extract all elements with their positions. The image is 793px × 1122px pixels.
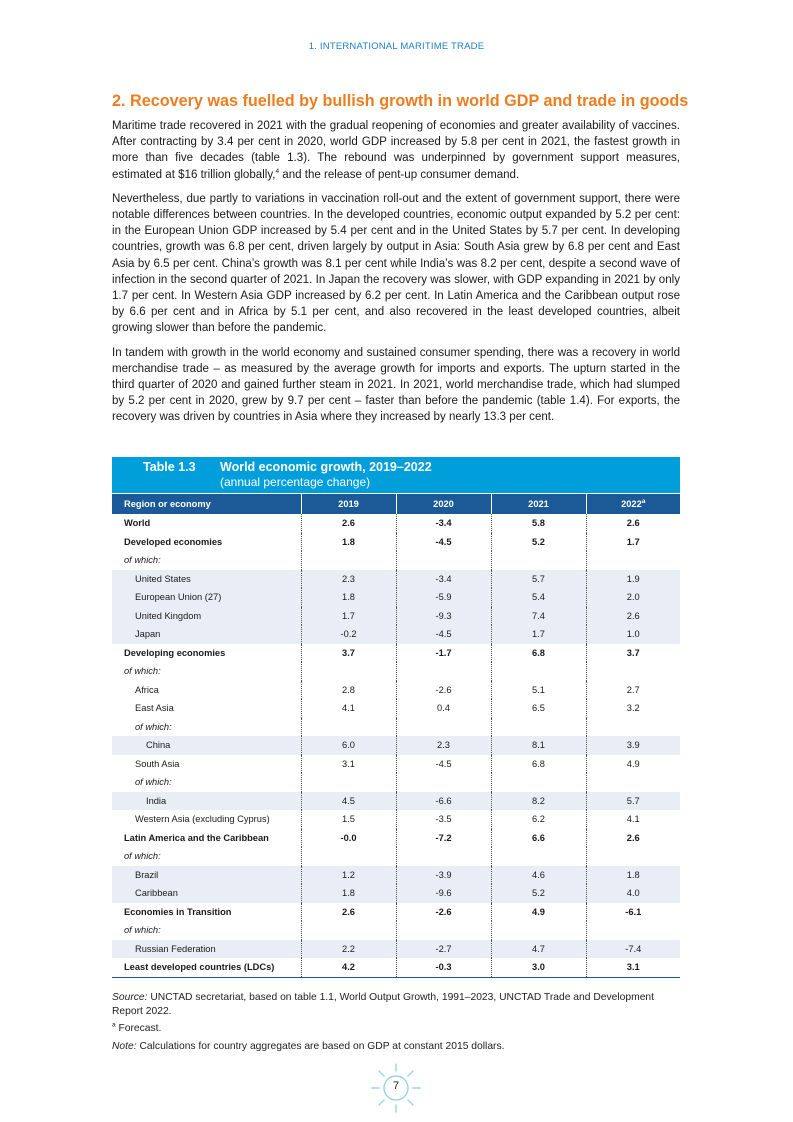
footnote-mark: a <box>112 1021 116 1029</box>
cell-2020: -4.5 <box>396 625 491 644</box>
table-row <box>112 884 680 903</box>
cell-2020: -4.5 <box>396 755 491 774</box>
body-text <box>112 118 680 434</box>
table-row <box>112 514 680 533</box>
cell-2022: 1.8 <box>586 866 680 885</box>
cell-2022: 3.7 <box>586 644 680 663</box>
paragraph-2: Nevertheless, due partly to variations in vaccination roll-out and the extent of government support, there were notable differences between countries. In the developed countries, economic output expanded by 5.2 per cent: in the European Union GDP increased by 5.4 per cent and in the United States by 5.7 per cent. In developing countries, growth was 6.8 per cent, driven largely by output in Asia: South Asia grew by 6.8 per cent and East Asia by 6.5 per cent. China’s growth was 8.1 per cent while India’s was 8.2 per cent, despite a second wave of infection in the second quarter of 2021. In Japan the recovery was slower, with GDP expanding in 2021 by only 1.7 per cent. In Western Asia GDP increased by 6.2 per cent. In Latin America and the Caribbean output rose by 6.6 per cent and in Africa by 5.1 per cent, and also recovered in the least developed countries, albeit growing slower than before the pandemic. <box>112 192 680 335</box>
cell-2022 <box>586 847 680 866</box>
col-header-2019: 2019 <box>301 494 396 514</box>
cell-2019: 4.5 <box>301 792 396 811</box>
cell-2021: 3.0 <box>491 958 586 977</box>
cell-2022: 3.1 <box>586 958 680 977</box>
cell-2021: 5.7 <box>491 570 586 589</box>
table-notes <box>112 991 680 1057</box>
cell-2019 <box>301 662 396 681</box>
cell-2019 <box>301 773 396 792</box>
table-row <box>112 829 680 848</box>
cell-2019: -0.0 <box>301 829 396 848</box>
cell-2022: 2.6 <box>586 829 680 848</box>
cell-2020: -3.4 <box>396 570 491 589</box>
row-label: United States <box>112 570 301 589</box>
section-title: 2. Recovery was fuelled by bullish growth in world GDP and trade in goods <box>112 92 689 110</box>
cell-2019: 2.3 <box>301 570 396 589</box>
paragraph-1-part-a: Maritime trade recovered in 2021 with the gradual reopening of economies and greater availability of vaccines. After contracting by 3.4 per cent in 2020, world GDP increased by 5.8 per cent in 2021, the fastest growth in more than five decades (table 1.3). The rebound was underpinned by government support measures, estimated at $16 trillion globally, <box>112 120 680 181</box>
cell-2019 <box>301 921 396 940</box>
cell-2019: 1.7 <box>301 607 396 626</box>
row-label: East Asia <box>135 703 174 714</box>
cell-2020: 0.4 <box>396 699 491 718</box>
table-header-row <box>112 494 680 514</box>
cell-2021 <box>491 921 586 940</box>
cell-2019 <box>301 551 396 570</box>
cell-2020: -4.5 <box>396 533 491 552</box>
cell-2020: -2.6 <box>396 681 491 700</box>
cell-2022: 2.6 <box>586 514 680 533</box>
row-label: India <box>112 792 301 811</box>
table-row <box>112 921 680 940</box>
row-label: of which: <box>135 721 172 732</box>
table-row <box>112 958 680 977</box>
cell-2022: 2.0 <box>586 588 680 607</box>
table-title-banner <box>112 457 680 493</box>
cell-2019 <box>301 718 396 737</box>
cell-2020: -3.5 <box>396 810 491 829</box>
table-row <box>112 607 680 626</box>
cell-2020: -9.6 <box>396 884 491 903</box>
cell-2019: 2.8 <box>301 681 396 700</box>
cell-2020: -3.9 <box>396 866 491 885</box>
cell-2019: 1.8 <box>301 884 396 903</box>
cell-2020 <box>396 773 491 792</box>
table-row <box>112 940 680 959</box>
cell-2021: 5.2 <box>491 884 586 903</box>
table-row <box>112 792 680 811</box>
cell-2019: 6.0 <box>301 736 396 755</box>
cell-2022: 1.9 <box>586 570 680 589</box>
cell-2021: 5.1 <box>491 681 586 700</box>
row-label: Russian Federation <box>112 940 301 959</box>
paragraph-3: In tandem with growth in the world economy and sustained consumer spending, there was a recovery in world merchandise trade – as measured by the average growth for imports and exports. The upturn started in the third quarter of 2020 and gained further steam in 2021. In 2021, world merchandise trade, which had slumped by 5.2 per cent in 2020, grew by 9.7 per cent – faster than before the pandemic (table 1.4). For exports, the recovery was driven by countries in Asia where they increased by nearly 13.3 per cent. <box>112 346 680 424</box>
cell-2021: 6.2 <box>491 810 586 829</box>
row-label: World <box>124 518 151 529</box>
cell-2021: 8.2 <box>491 792 586 811</box>
page-number: 7 <box>392 1080 400 1092</box>
table-row <box>112 718 680 737</box>
cell-2019: 1.8 <box>301 533 396 552</box>
table-row <box>112 773 680 792</box>
cell-2022: 4.9 <box>586 755 680 774</box>
cell-2021: 6.8 <box>491 755 586 774</box>
table-row <box>112 625 680 644</box>
cell-2020: -5.9 <box>396 588 491 607</box>
cell-2019: 2.6 <box>301 903 396 922</box>
cell-2020: -6.6 <box>396 792 491 811</box>
cell-2019: 2.6 <box>301 514 396 533</box>
footnote-text: Forecast. <box>115 1023 162 1034</box>
cell-2019: 4.2 <box>301 958 396 977</box>
cell-2020: -2.6 <box>396 903 491 922</box>
cell-2022 <box>586 773 680 792</box>
source-label: Source: <box>112 992 148 1003</box>
table-row <box>112 903 680 922</box>
row-label: Japan <box>112 625 301 644</box>
cell-2021: 8.1 <box>491 736 586 755</box>
cell-2022: 4.0 <box>586 884 680 903</box>
cell-2019: 3.7 <box>301 644 396 663</box>
row-label: United Kingdom <box>112 607 301 626</box>
cell-2022: 3.9 <box>586 736 680 755</box>
cell-2020: -9.3 <box>396 607 491 626</box>
row-label: of which: <box>124 925 161 936</box>
cell-2019: 4.1 <box>301 699 396 718</box>
note-text: Calculations for country aggregates are based on GDP at constant 2015 dollars. <box>136 1040 505 1052</box>
cell-2021: 4.7 <box>491 940 586 959</box>
row-label: Developed economies <box>124 536 223 547</box>
table-row <box>112 681 680 700</box>
cell-2019: 2.2 <box>301 940 396 959</box>
cell-2020 <box>396 847 491 866</box>
table-row <box>112 570 680 589</box>
cell-2022: 4.1 <box>586 810 680 829</box>
cell-2019: 1.8 <box>301 588 396 607</box>
cell-2021: 1.7 <box>491 625 586 644</box>
paragraph-1-part-b: and the release of pent-up consumer demand. <box>279 168 520 181</box>
cell-2020 <box>396 551 491 570</box>
footnote-ref-4[interactable]: 4 <box>275 167 280 175</box>
row-label: of which: <box>124 851 161 862</box>
cell-2021: 5.4 <box>491 588 586 607</box>
cell-2021: 5.2 <box>491 533 586 552</box>
cell-2020: -3.4 <box>396 514 491 533</box>
table-row <box>112 810 680 829</box>
cell-2020 <box>396 718 491 737</box>
cell-2020: -7.2 <box>396 829 491 848</box>
col-header-region: Region or economy <box>112 494 301 514</box>
row-label: of which: <box>124 555 161 566</box>
cell-2019: -0.2 <box>301 625 396 644</box>
row-label: of which: <box>124 666 161 677</box>
cell-2019 <box>301 847 396 866</box>
running-head: 1. INTERNATIONAL MARITIME TRADE <box>308 41 485 52</box>
table-row <box>112 551 680 570</box>
row-label: Developing economies <box>124 647 226 658</box>
cell-2020: 2.3 <box>396 736 491 755</box>
row-label: European Union (27) <box>112 588 301 607</box>
cell-2021 <box>491 847 586 866</box>
table-number: Table 1.3 <box>143 460 196 474</box>
cell-2022 <box>586 921 680 940</box>
table-row <box>112 533 680 552</box>
row-label: Western Asia (excluding Cyprus) <box>135 814 270 825</box>
col-header-2020: 2020 <box>396 494 491 514</box>
table-subtitle: (annual percentage change) <box>220 475 371 489</box>
cell-2021 <box>491 718 586 737</box>
row-label: Africa <box>135 684 159 695</box>
cell-2020: -2.7 <box>396 940 491 959</box>
cell-2021: 7.4 <box>491 607 586 626</box>
table-row <box>112 866 680 885</box>
table-row <box>112 588 680 607</box>
col-header-2022-footnote: a <box>641 497 646 505</box>
row-label: Caribbean <box>112 884 301 903</box>
row-label: Least developed countries (LDCs) <box>112 958 301 977</box>
cell-2020 <box>396 921 491 940</box>
footnote-a <box>112 1022 680 1036</box>
cell-2021: 4.6 <box>491 866 586 885</box>
cell-2022: 2.7 <box>586 681 680 700</box>
cell-2022: -7.4 <box>586 940 680 959</box>
cell-2022 <box>586 662 680 681</box>
col-header-2021: 2021 <box>491 494 586 514</box>
row-label: Latin America and the Caribbean <box>124 832 269 843</box>
cell-2022: 1.0 <box>586 625 680 644</box>
cell-2021: 6.5 <box>491 699 586 718</box>
table-row <box>112 699 680 718</box>
cell-2021 <box>491 773 586 792</box>
cell-2022: -6.1 <box>586 903 680 922</box>
row-label: China <box>112 736 301 755</box>
row-label: South Asia <box>135 758 180 769</box>
cell-2021 <box>491 662 586 681</box>
row-label: Economies in Transition <box>124 906 232 917</box>
source-text: UNCTAD secretariat, based on table 1.1, World Output Growth, 1991–2023, UNCTAD Trade and Development Report 2022. <box>112 992 655 1017</box>
row-label: Brazil <box>112 866 301 885</box>
paragraph-1 <box>112 118 680 183</box>
cell-2022: 1.7 <box>586 533 680 552</box>
note-label: Note: <box>112 1040 137 1052</box>
table-row <box>112 847 680 866</box>
cell-2020: -1.7 <box>396 644 491 663</box>
cell-2022 <box>586 551 680 570</box>
row-label: of which: <box>135 777 172 788</box>
table-row <box>112 736 680 755</box>
cell-2021: 5.8 <box>491 514 586 533</box>
cell-2022 <box>586 718 680 737</box>
cell-2019: 3.1 <box>301 755 396 774</box>
cell-2019: 1.5 <box>301 810 396 829</box>
table-row <box>112 755 680 774</box>
cell-2021: 6.6 <box>491 829 586 848</box>
col-header-2022 <box>586 494 680 514</box>
cell-2019: 1.2 <box>301 866 396 885</box>
cell-2021: 4.9 <box>491 903 586 922</box>
cell-2022: 2.6 <box>586 607 680 626</box>
source-note <box>112 991 680 1018</box>
cell-2022: 3.2 <box>586 699 680 718</box>
table-title: World economic growth, 2019–2022 <box>220 460 432 474</box>
cell-2020 <box>396 662 491 681</box>
col-header-2022-label: 2022 <box>621 499 642 509</box>
table-row <box>112 662 680 681</box>
table-row <box>112 644 680 663</box>
cell-2022: 5.7 <box>586 792 680 811</box>
calculation-note <box>112 1040 680 1054</box>
growth-table <box>112 494 680 978</box>
cell-2020: -0.3 <box>396 958 491 977</box>
cell-2021 <box>491 551 586 570</box>
cell-2021: 6.8 <box>491 644 586 663</box>
